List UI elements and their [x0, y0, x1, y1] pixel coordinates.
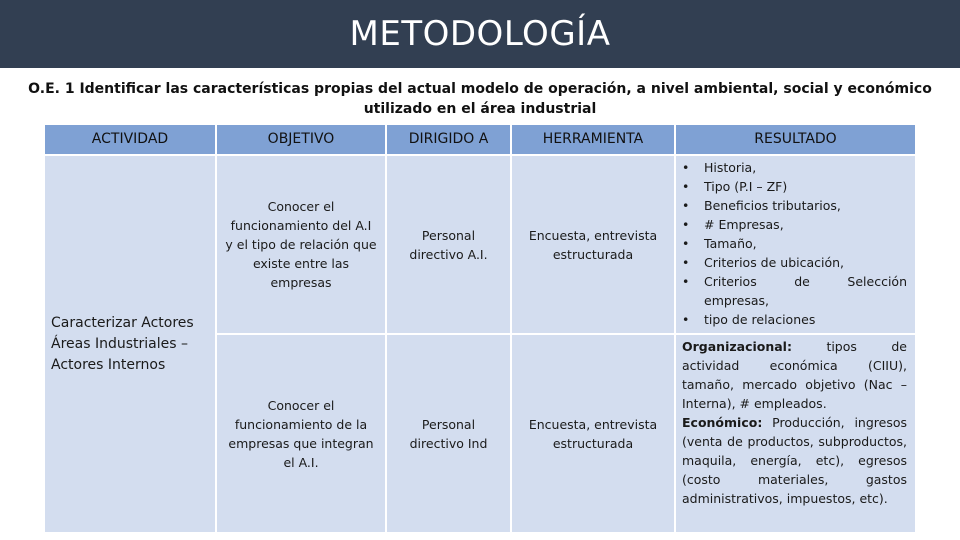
row1-objetivo-cell: [217, 156, 385, 333]
bullet-icon: •: [682, 217, 690, 232]
result-item: • Tipo (P.I – ZF): [682, 179, 788, 194]
bullet-icon: •: [682, 179, 690, 194]
row1-resultado-cell: [676, 156, 915, 333]
result-organizacional: [682, 337, 907, 413]
text-organizacional: tipos de actividad económica (CIIU), tamaño, mercado objetivo (Nac – Interna), # empleados.: [682, 339, 907, 411]
result-bullet-list: [680, 158, 907, 329]
row1-dirigido: Personal directivo A.I.: [409, 227, 488, 262]
activity-cell: [45, 156, 215, 532]
result-item: • # Empresas,: [682, 217, 784, 232]
row2-herramienta: Encuesta, entrevista estructurada: [528, 416, 658, 451]
header-herramienta: HERRAMIENTA: [512, 125, 674, 154]
bullet-icon: •: [682, 236, 690, 251]
row2-resultado-cell: [676, 335, 915, 532]
result-item: • Criterios de Selección empresas,: [682, 274, 907, 308]
activity-text: Caracterizar Actores Áreas Industriales – Actores Internos: [51, 314, 194, 373]
slide-title: [0, 0, 960, 68]
row2-dirigido: Personal directivo Ind: [409, 416, 488, 451]
row1-objetivo: Conocer el funcionamiento del A.I y el tipo de relación que existe entre las empresas: [225, 199, 377, 290]
result-item: • tipo de relaciones: [682, 312, 816, 327]
row2-herramienta-cell: [512, 335, 674, 532]
bullet-icon: •: [682, 274, 690, 289]
bullet-icon: •: [682, 255, 690, 270]
row2-objetivo-cell: [217, 335, 385, 532]
header-dirigido: DIRIGIDO A: [387, 125, 510, 154]
row1-dirigido-cell: [387, 156, 510, 333]
result-item: • Beneficios tributarios,: [682, 198, 841, 213]
text-economico: Producción, ingresos (venta de productos, subproductos, maquila, energía, etc), egresos (costo materiales, gastos administrativos, impuestos, etc).: [682, 415, 907, 506]
result-item: • Criterios de ubicación,: [682, 255, 845, 270]
row2-dirigido-cell: [387, 335, 510, 532]
header-resultado: RESULTADO: [676, 125, 915, 154]
label-organizacional: Organizacional:: [682, 339, 792, 354]
row2-objetivo: Conocer el funcionamiento de la empresas que integran el A.I.: [228, 397, 374, 470]
slide-title-text: METODOLOGÍA: [349, 14, 611, 54]
header-objetivo: OBJETIVO: [217, 125, 385, 154]
result-item: • Tamaño,: [682, 236, 757, 251]
result-economico: [682, 413, 907, 508]
result-item: • Historia,: [682, 160, 757, 175]
bullet-icon: •: [682, 198, 690, 213]
bullet-icon: •: [682, 160, 690, 175]
label-economico: Económico:: [682, 415, 763, 430]
bullet-icon: •: [682, 312, 690, 327]
row1-herramienta-cell: [512, 156, 674, 333]
header-actividad: ACTIVIDAD: [45, 125, 215, 154]
objective-subtitle: O.E. 1 Identificar las características propias del actual modelo de operación, a nivel ambiental, social y económico utilizado en el área industrial: [28, 81, 932, 117]
row1-herramienta: Encuesta, entrevista estructurada: [528, 227, 658, 262]
